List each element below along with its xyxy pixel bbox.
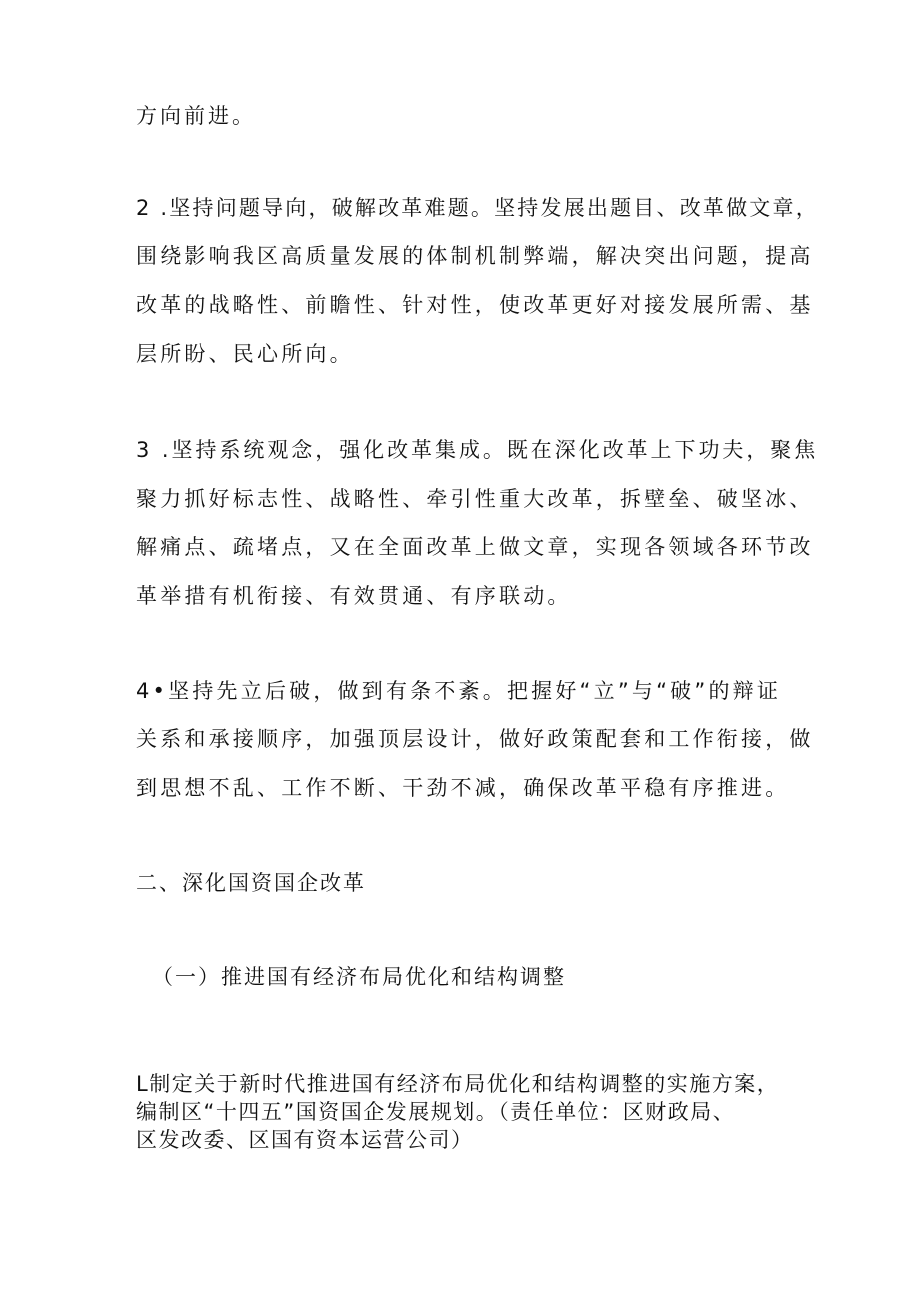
paragraph-line: 聚力抓好标志性、战略性、牵引性重大改革，拆壁垒、破坚冰、 <box>136 487 814 511</box>
paragraph-line: 2 .坚持问题导向，破解改革难题。坚持发展出题目、改革做文章， <box>136 196 819 220</box>
paragraph-line: 到思想不乱、工作不断、干劲不减，确保改革平稳有序推进。 <box>136 776 790 800</box>
paragraph-line: 3 .坚持系统观念，强化改革集成。既在深化改革上下功夫，聚焦 <box>136 438 819 462</box>
paragraph-line: 方向前进。 <box>136 104 256 128</box>
section-heading: 二、深化国资国企改革 <box>136 871 366 895</box>
paragraph-line: 改革的战略性、前瞻性、针对性，使改革更好对接发展所需、基 <box>136 293 814 317</box>
paragraph-line: 围绕影响我区高质量发展的体制机制弊端，解决突出问题，提高 <box>136 244 814 268</box>
paragraph-line: 编制区“十四五”国资国企发展规划。（责任单位：区财政局、 <box>136 1100 736 1124</box>
subsection-heading: （一）推进国有经济布局优化和结构调整 <box>152 965 566 989</box>
paragraph-line: 区发改委、区国有资本运营公司） <box>136 1128 474 1152</box>
paragraph-line: L制定关于新时代推进国有经济布局优化和结构调整的实施方案， <box>136 1072 780 1096</box>
paragraph-line: 4•坚持先立后破，做到有条不紊。把握好“立”与“破”的辩证 <box>136 679 782 703</box>
paragraph-line: 革举措有机衔接、有效贯通、有序联动。 <box>136 584 572 608</box>
paragraph-line: 解痛点、疏堵点，又在全面改革上做文章，实现各领域各环节改 <box>136 535 814 559</box>
paragraph-line: 关系和承接顺序，加强顶层设计，做好政策配套和工作衔接，做 <box>136 727 814 751</box>
paragraph-line: 层所盼、民心所向。 <box>136 342 354 366</box>
